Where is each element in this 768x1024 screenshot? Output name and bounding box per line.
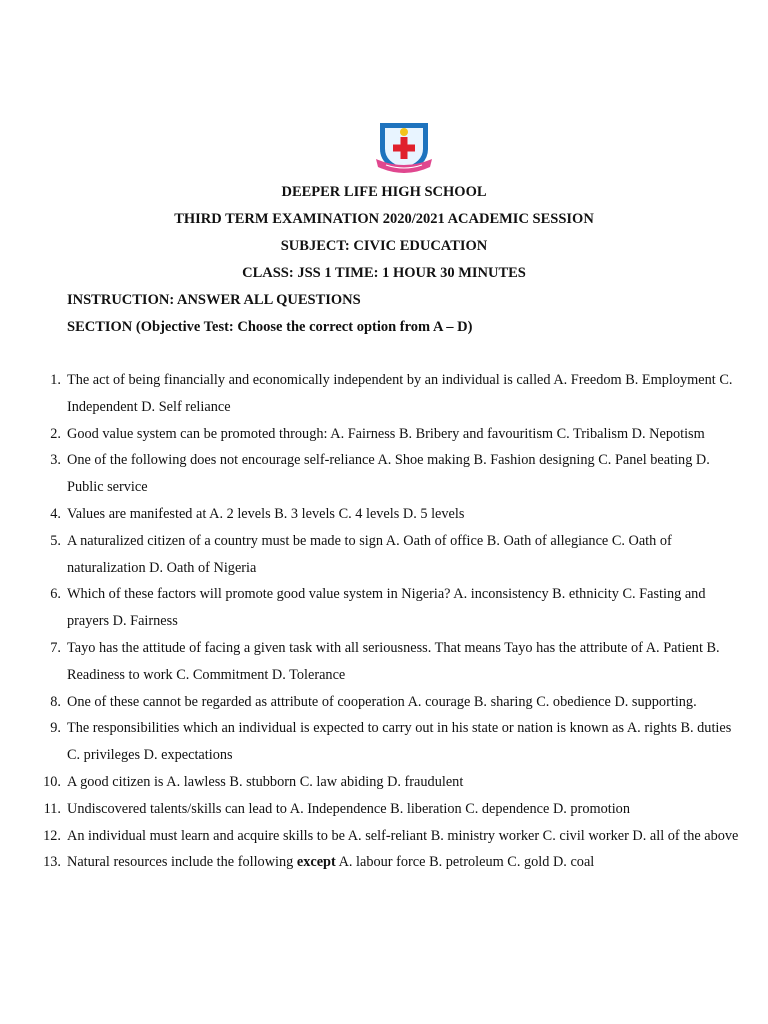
question-number: 3.: [50, 452, 61, 469]
question-list: [0, 367, 768, 876]
question-item: [0, 447, 768, 501]
question-number: 13.: [43, 854, 61, 871]
question-number: 11.: [43, 800, 61, 817]
question-number: 8.: [50, 693, 61, 710]
question-text: One of these cannot be regarded as attribute of cooperation A. courage B. sharing C. obedience D. supporting.: [67, 693, 697, 710]
question-item: [0, 635, 768, 689]
question-text: The act of being financially and economically independent by an individual is called A. Freedom B. Employment C. Independent D. Self reliance: [67, 372, 733, 415]
question-item: [0, 715, 768, 769]
question-number: 12.: [43, 827, 61, 844]
question-number: 10.: [43, 773, 61, 790]
question-item: [0, 849, 768, 876]
question-item: [0, 528, 768, 582]
question-text: A naturalized citizen of a country must be made to sign A. Oath of office B. Oath of allegiance C. Oath of naturalization D. Oath of Nigeria: [67, 532, 672, 576]
question-text-start: Natural resources include the following: [67, 854, 297, 871]
question-item: [0, 796, 768, 823]
school-crest-icon: [374, 119, 434, 177]
question-text: The responsibilities which an individual is expected to carry out in his state or nation is known as A. rights B. duties C. privileges D. expectations: [67, 720, 732, 764]
question-number: 9.: [50, 720, 61, 737]
class-time-line: CLASS: JSS 1 TIME: 1 HOUR 30 MINUTES: [242, 265, 526, 281]
question-number: 4.: [50, 505, 61, 522]
question-item: [0, 769, 768, 796]
question-item: [0, 501, 768, 528]
question-text: One of the following does not encourage self-reliance A. Shoe making B. Fashion designing C. Panel beating D. Public service: [67, 452, 710, 496]
question-text: Values are manifested at A. 2 levels B. 3 levels C. 4 levels D. 5 levels: [67, 505, 465, 522]
exam-title: THIRD TERM EXAMINATION 2020/2021 ACADEMIC SESSION: [174, 211, 594, 227]
question-text: A good citizen is A. lawless B. stubborn C. law abiding D. fraudulent: [67, 773, 464, 790]
question-item: [0, 421, 768, 448]
school-name: DEEPER LIFE HIGH SCHOOL: [281, 184, 487, 200]
question-number: 1.: [50, 372, 61, 388]
question-text: Tayo has the attitude of facing a given task with all seriousness. That means Tayo has the attribute of A. Patient B. Readiness to work C. Commitment D. Tolerance: [67, 639, 720, 683]
question-number: 2.: [50, 425, 61, 442]
question-item: [0, 689, 768, 716]
question-number: 6.: [50, 586, 61, 603]
question-text: An individual must learn and acquire skills to be A. self-reliant B. ministry worker C. civil worker D. all of the above: [67, 827, 739, 844]
question-text: Undiscovered talents/skills can lead to A. Independence B. liberation C. dependence D. promotion: [67, 800, 630, 817]
question-number: 5.: [50, 532, 61, 549]
question-text: Good value system can be promoted through: A. Fairness B. Bribery and favouritism C. Tribalism D. Nepotism: [67, 425, 705, 442]
question-emphasis: except: [296, 854, 336, 871]
question-text: Which of these factors will promote good value system in Nigeria? A. inconsistency B. ethnicity C. Fasting and prayers D. Fairness: [67, 586, 706, 630]
question-number: 7.: [50, 639, 61, 656]
question-item: [0, 823, 768, 850]
question-item: [0, 367, 768, 421]
question-text-end: A. labour force B. petroleum C. gold D. coal: [335, 854, 595, 871]
question-item: [0, 581, 768, 635]
section-line: SECTION (Objective Test: Choose the correct option from A – D): [67, 319, 473, 335]
instruction-line: INSTRUCTION: ANSWER ALL QUESTIONS: [67, 292, 361, 308]
subject-line: SUBJECT: CIVIC EDUCATION: [280, 238, 488, 254]
